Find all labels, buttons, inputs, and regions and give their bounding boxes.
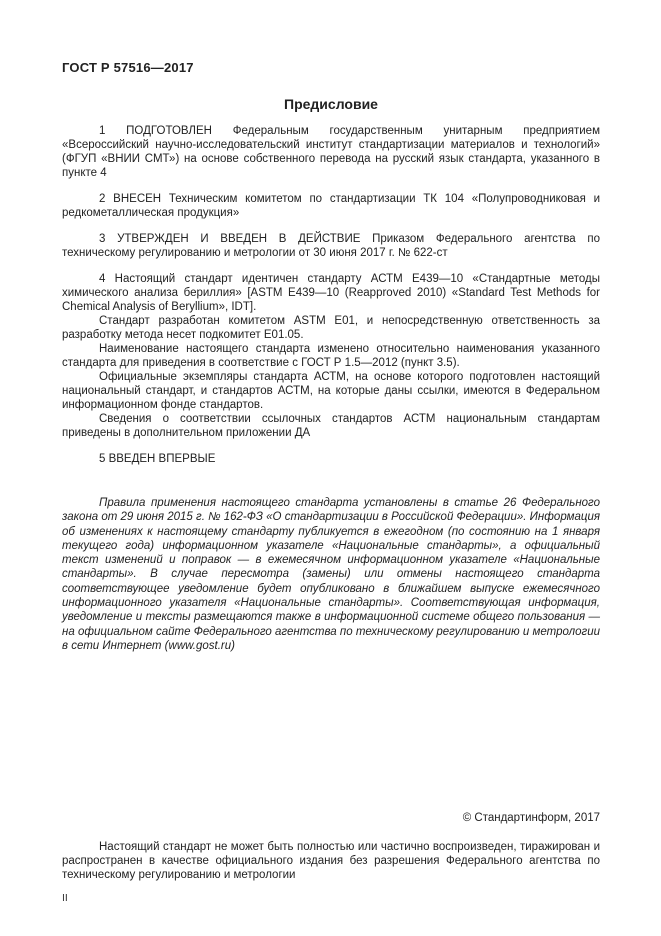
copyright-line: © Стандартинформ, 2017: [462, 812, 600, 825]
preface-item-4d: Сведения о соответствии ссылочных стандартов АСТМ национальным стандартам приведены в дополнительном приложении ДА: [62, 413, 600, 439]
reproduction-notice: Настоящий стандарт не может быть полностью или частично воспроизведен, тиражирован и распространен в качестве официального издания без разрешения Федерального агентства по техническому регулированию и метрологии: [62, 841, 600, 882]
preface-item-3: 3 УТВЕРЖДЕН И ВВЕДЕН В ДЕЙСТВИЕ Приказом Федерального агентства по техническому регулированию и метрологии от 30 июня 2017 г. № 622-ст: [62, 233, 600, 259]
doc-code: ГОСТ Р 57516—2017: [62, 60, 194, 75]
preface-item-1: 1 ПОДГОТОВЛЕН Федеральным государственным унитарным предприятием «Всероссийский научно-исследовательский институт стандартизации материалов и технологий» (ФГУП «ВНИИ СМТ») на основе собственного перевода на русский язык стандарта, указанного в пункте 4: [62, 125, 600, 179]
legal-application-notice: Правила применения настоящего стандарта установлены в статье 26 Федерального закона от 29 июня 2015 г. № 162-ФЗ «О стандартизации в Российской Федерации». Информация об изменениях к настоящему стандарту публикуется в ежегодном (по состоянию на 1 января текущего года) информационном указателе «Национальные стандарты», а официальный текст изменений и поправок — в ежемесячном информационном указателе «Национальные стандарты». В случае пересмотра (замены) или отмены настоящего стандарта соответствующее уведомление будет опубликовано в ближайшем выпуске ежемесячного информационного указателя «Национальные стандарты». Соответствующая информация, уведомление и тексты размещаются также в информационной системе общего пользования — на официальном сайте Федерального агентства по техническому регулированию и метрологии в сети Интернет (www.gost.ru): [62, 497, 600, 652]
section-title: Предисловие: [284, 96, 378, 112]
preface-item-4c: Официальные экземпляры стандарта АСТМ, на основе которого подготовлен настоящий национальный стандарт, и стандартов АСТМ, на которые даны ссылки, имеются в Федеральном информационном фонде стандартов.: [62, 371, 600, 411]
preface-item-4b: Наименование настоящего стандарта изменено относительно наименования указанного стандарта для приведения в соответствие с ГОСТ Р 1.5—2012 (пункт 3.5).: [62, 343, 600, 369]
page-number: II: [62, 892, 68, 905]
preface-item-2: 2 ВНЕСЕН Техническим комитетом по стандартизации ТК 104 «Полупроводниковая и редкометаллическая продукция»: [62, 193, 600, 219]
preface-item-4: 4 Настоящий стандарт идентичен стандарту АСТМ Е439—10 «Стандартные методы химического анализа бериллия» [ASTM E439—10 (Reapproved 2010) «Standard Test Methods for Chemical Analysis of Beryllium», IDT].: [62, 273, 600, 313]
preface-item-4a: Стандарт разработан комитетом ASTM E01, и непосредственную ответственность за разработку метода несет подкомитет E01.05.: [62, 315, 600, 341]
preface-item-5: 5 ВВЕДЕН ВПЕРВЫЕ: [99, 453, 216, 465]
